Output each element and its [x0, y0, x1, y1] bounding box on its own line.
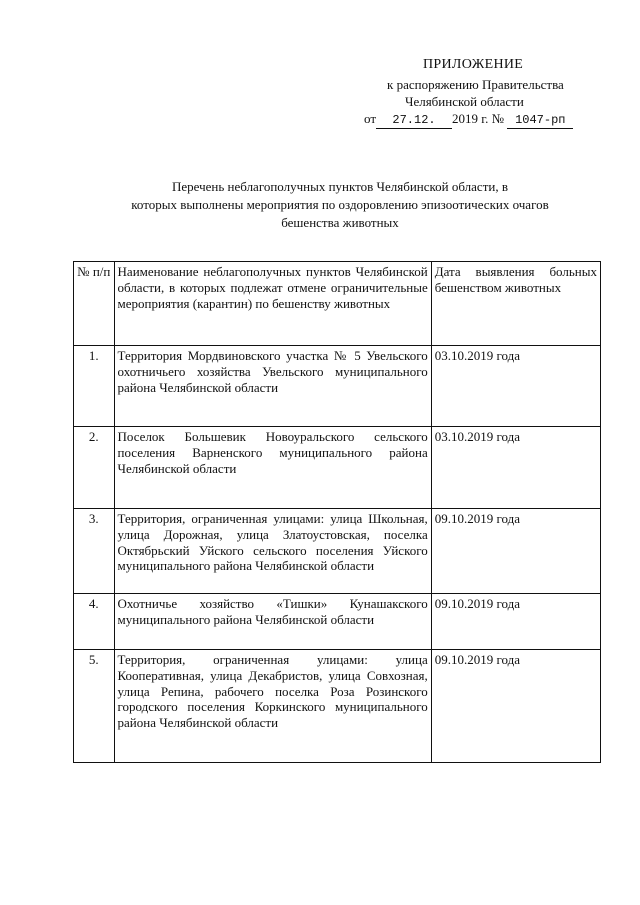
- row-name-cell: Территория, ограниченная улицами: улица Кооперативная, улица Декабристов, улица Совхозная, улица Репина, рабочего поселка Роза Розинского городского поселения Коркинского муниципального района Челябинской области: [114, 650, 431, 763]
- row-name-cell: Поселок Большевик Новоуральского сельского поселения Варненского муниципального района Челябинской области: [114, 427, 431, 509]
- row-date-cell: 09.10.2019 года: [431, 650, 600, 763]
- table-row: [74, 650, 601, 763]
- row-num-cell: 4.: [74, 594, 115, 650]
- table-row: [74, 346, 601, 427]
- row-num-cell: 2.: [74, 427, 115, 509]
- table-header-row: [74, 262, 601, 346]
- row-date-cell: 03.10.2019 года: [431, 346, 600, 427]
- table-row: [74, 594, 601, 650]
- appendix-title: ПРИЛОЖЕНИЕ: [423, 57, 524, 72]
- document-title-line-2: которых выполнены мероприятия по оздоровлению эпизоотических очагов: [131, 197, 549, 212]
- appendix-line-region: Челябинской области: [405, 94, 524, 109]
- order-number-field: 1047-рп: [507, 113, 573, 129]
- row-date-cell: 09.10.2019 года: [431, 594, 600, 650]
- points-table: [73, 261, 601, 763]
- table-row: [74, 509, 601, 594]
- row-name-cell: Территория, ограниченная улицами: улица Школьная, улица Дорожная, улица Златоустовская, поселка Октябрьский Уйского сельского поселения Уйского муниципального района Челябинской области: [114, 509, 431, 594]
- table-row: [74, 427, 601, 509]
- order-date-field: 27.12.: [376, 113, 452, 129]
- row-num-cell: 3.: [74, 509, 115, 594]
- row-name-cell: Территория Мордвиновского участка № 5 Увельского охотничьего хозяйства Увельского муниципального района Челябинской области: [114, 346, 431, 427]
- row-num-cell: 5.: [74, 650, 115, 763]
- row-date-cell: 09.10.2019 года: [431, 509, 600, 594]
- from-prefix: от: [364, 111, 377, 126]
- header-num-cell: № п/п: [74, 262, 115, 346]
- row-date-cell: 03.10.2019 года: [431, 427, 600, 509]
- document-title-line-3: бешенства животных: [281, 215, 399, 230]
- appendix-date-number-line: [364, 111, 573, 129]
- appendix-line-order: к распоряжению Правительства: [387, 77, 564, 92]
- document-title-line-1: Перечень неблагополучных пунктов Челябинской области, в: [172, 179, 508, 194]
- row-num-cell: 1.: [74, 346, 115, 427]
- row-name-cell: Охотничье хозяйство «Тишки» Кунашакского муниципального района Челябинской области: [114, 594, 431, 650]
- header-name-cell: Наименование неблагополучных пунктов Челябинской области, в которых подлежат отмене ограничительные мероприятия (карантин) по бешенству животных: [114, 262, 431, 346]
- header-date-cell: Дата выявления больных бешенством животных: [431, 262, 600, 346]
- year-text: 2019 г. №: [452, 111, 505, 126]
- document-title: [60, 178, 620, 232]
